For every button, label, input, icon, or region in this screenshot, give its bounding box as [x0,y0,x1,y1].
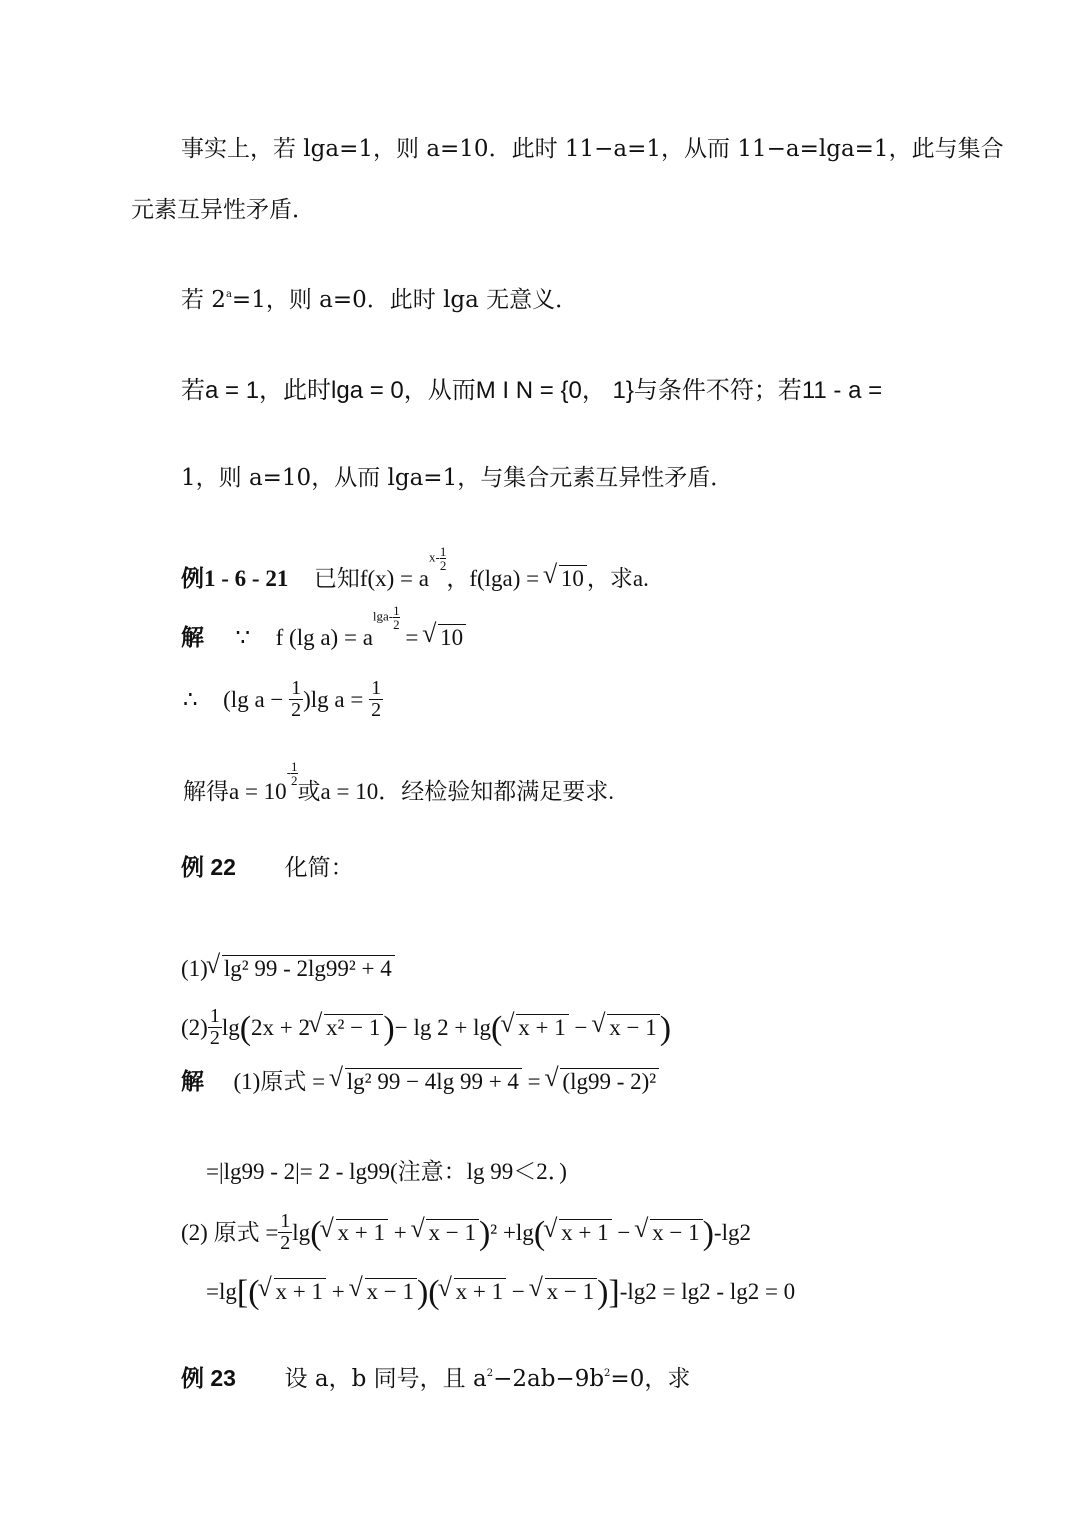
text-run: lg [221,1015,240,1040]
text-run: 已知f(x) = a [313,566,429,591]
text-run: −2ab−9b [493,1366,605,1392]
paragraph-line: 若a = 1，此时lga = 0，从而M I N = {0， 1}与条件不符；若11 - a = [181,377,883,404]
text-run: =0，求 [610,1366,691,1392]
example-22-solution-2-line2: =lg[(√ x + 1 + √ x − 1)(√ x + 1 − √ x − 1)]-lg2 = lg2 - lg2 = 0 [206,1272,795,1306]
text-run: (1) [181,956,208,981]
sqrt: √ 10 [424,624,466,649]
text-run: f (lg a) = a [275,625,373,650]
text-run: (1)原式 = [233,1069,331,1094]
example-22-solution-2: (2) 原式 = $\frac{1}{2}$ lg(√ x + 1 + √ x − 1)² +lg(√ x + 1 − √ x − 1)-lg2 [181,1213,751,1256]
paragraph-line: 1，则 a=10，从而 lga=1，与集合元素互异性矛盾． [181,465,734,491]
solution-label: 解 [181,624,204,650]
superscript: 2 [604,1368,611,1379]
sqrt: √ lg² 99 - 2lg99² + 4 [208,955,395,980]
sqrt: √ x + 1 [260,1278,326,1303]
sqrt: √ x − 1 [412,1219,478,1244]
example-21-solution-line2 [183,677,383,723]
text-run: (lg a − [223,686,290,712]
sqrt: √ x − 1 [351,1278,417,1303]
exponent: - $\frac{1}{2}$ [286,759,298,788]
text-run: )lg a = [303,686,370,712]
text-run: (2) 原式 = [181,1220,279,1245]
because-symbol: ∵ [235,625,251,650]
text-run: ，求a. [586,566,649,591]
sqrt: √ x + 1 [440,1278,506,1303]
example-21-solution-line1 [181,603,466,651]
superscript: 2 [486,1368,494,1379]
fraction: $\frac{1}{2}$ [209,1005,220,1050]
example-22-q2: (2) $\frac{1}{2}$ lg(2x + 2√ x² − 1)− lg 2 + lg(√ x + 1 − √ x − 1) [181,1008,671,1051]
example-label: 例 22 [181,854,236,880]
text-run: 化简： [284,855,354,881]
sqrt: √ (lg99 - 2)² [546,1068,659,1093]
fraction: $\frac{1}{2}$ [280,1210,291,1255]
paragraph-line: 元素互异性矛盾． [131,197,315,223]
sqrt: √ x − 1 [636,1219,702,1244]
text-run: ，f(lga) = [446,566,545,591]
sqrt: √ x² − 1 [310,1014,383,1039]
exponent: lga- $\frac{1}{2}$ [372,603,400,632]
sqrt: √ x + 1 [322,1219,388,1244]
text-run: = [399,625,425,650]
sqrt: √ x − 1 [593,1014,659,1039]
text-run: 解得a = 10 [183,779,287,804]
example-label: 例 23 [181,1365,236,1391]
sqrt: √ x + 1 [502,1014,568,1039]
example-21-result [183,759,614,807]
sqrt: √ 10 [545,565,587,590]
example-21-statement [181,544,649,592]
example-22-solution-1: 解 (1)原式 = √ lg² 99 − 4lg 99 + 4 = √ (lg99 - 2)² [181,1068,659,1093]
text-run: 或a = 10．经检验知都满足要求. [297,779,614,804]
text-run: (2) [181,1015,208,1040]
therefore-symbol: ∴ [183,686,198,712]
example-22-q1 [181,955,395,980]
text-run: =1，则 a=0．此时 lga 无意义． [231,287,579,313]
example-22-solution-1-line2: =|lg99 - 2|= 2 - lg99(注意：lg 99＜2．) [206,1159,567,1184]
solution-label: 解 [181,1068,204,1094]
example-23-heading [181,1367,690,1391]
text-run: 若 2 [181,287,226,313]
example-label: 例1 - 6 - 21 [181,566,289,591]
text-run: − lg 2 + lg [394,1015,491,1040]
paragraph-line: 事实上，若 lga=1，则 a=10．此时 11−a=1，从而 11−a=lga=1，此与集合 [181,136,1004,162]
fraction: $\frac{1}{2}$ [371,677,382,721]
example-22-heading [181,856,354,880]
fraction: $\frac{1}{2}$ [291,677,302,721]
sqrt: √ lg² 99 − 4lg 99 + 4 [331,1068,522,1093]
paragraph-line [181,289,578,312]
exponent: x- $\frac{1}{2}$ [429,544,447,573]
superscript: a [225,289,232,300]
text-run: 2x + 2 [251,1015,311,1040]
sqrt: √ x − 1 [531,1278,597,1303]
text-run: 设 a，b 同号，且 a [284,1366,487,1392]
sqrt: √ x + 1 [545,1219,611,1244]
